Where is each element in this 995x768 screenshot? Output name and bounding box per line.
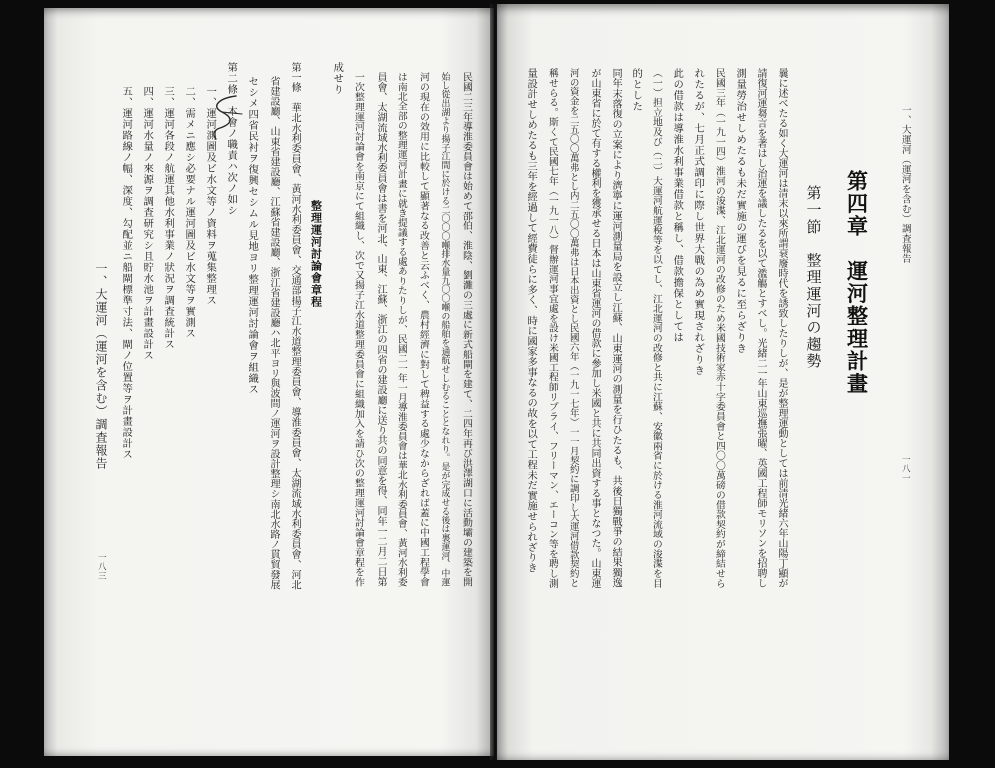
right-page bbox=[497, 4, 949, 760]
article-line: 省建設廳、山東省建設廳、江蘇省建設廳、浙江省建設廳ハ北平ヨリ與波間ノ運河ヲ設計整理シ南北水路ノ貫貿發展 bbox=[268, 76, 280, 590]
body-line: 始し從出湖より揚子江間に於ける二〇〇〇噸排水量九〇〇噸の船舶を通航せしむることとなれり。是が完成せる後は裏運河、中運 bbox=[439, 72, 450, 587]
page-number: 一八三 bbox=[96, 553, 107, 581]
body-line: 民國二三年導淮委員會は始めて邵伯、淮陰、劉灘の三處に新式船閘を建て、二四年再び洪澤湖口に活動壩の建築を開 bbox=[460, 72, 472, 587]
body-line: 河の資金を二五〇〇萬弗とし内二五〇〇萬弗は日本出資とし民國六年（一九一七年）一一月契約に調印し大運河借款契約と bbox=[567, 68, 579, 588]
article-item: 四、運河水量ノ來源ヲ調査研究シ且貯水池ヲ計畫設計ス bbox=[141, 86, 154, 361]
body-line: は南北全部の整理運河計畫に就き提議する處ありたりしが、民國二一年一月導淮委員會は華北水利委員會、黃河水利委 bbox=[395, 72, 407, 587]
body-line: 測量勞治せしめたるも未だ實施の運びを見るに至らざりき bbox=[734, 68, 747, 354]
body-line: 員會、太湖流域水利委員會は書を河北、山東、江蘇、浙江の四省の建設廳に送り共の同意を得、同年一二月二日第 bbox=[375, 72, 387, 587]
section-title: 第一節 整理運河の趨勢 bbox=[804, 185, 823, 370]
body-line: （一）担立地及び（二）大運河航運稅等を以てし、江北運河の改修と共に江蘇、安徽兩省に於ける淮河流域の浚渫を目 bbox=[650, 68, 662, 588]
regulation-title: 整理運河討論會章程 bbox=[309, 200, 323, 308]
body-line: 此の借款は導淮水利事業借款と稱し、借款擔保としては bbox=[671, 68, 684, 343]
pen-mark bbox=[202, 92, 248, 142]
chapter-title: 第四章 運河整理計畫 bbox=[844, 170, 870, 395]
body-line: れたるが、七月正式調印に際し世界大戰の為め實現されざりき bbox=[692, 68, 705, 376]
left-page bbox=[44, 8, 494, 756]
article-item: 三、運河各段ノ航運其他水利事業ノ狀況ヲ調査統計ス bbox=[162, 86, 175, 350]
running-head: 一、大運河（運河を含む）調査報告 bbox=[94, 262, 108, 470]
body-line: が山東省に於て有する權利を獲承せる日本は山東省運河の借款に參加し米國と共に共同出資する事となつた。山東運 bbox=[589, 68, 600, 588]
body-line: 量設計せしめたるも三年を經過して經費徒らに多く、時に國家多事なるの故を以て工程未だ實施せられざりき bbox=[525, 68, 538, 573]
body-line: 曩に述べたる如く大運河は清末以來所謂衰廢時代を誘致したりしが、是が整理運動としては前清光緒六年山陽丁顯が bbox=[776, 68, 787, 588]
body-line: 民國三年（一九一四）淮河の浚渫、江北運河の改修のため米國技術家赤十字委員會と四〇〇萬磅の借款契約が締結せら bbox=[713, 68, 725, 588]
page-number: 一八一 bbox=[900, 455, 911, 483]
body-line: 的とした bbox=[630, 68, 643, 112]
article-line: セシメ四省民衬ヲ復興セシムル見地ヨリ整理運河討論會ヲ組織ス bbox=[246, 76, 259, 395]
body-line: 一次整理運河討論會を南京にて組織し、次で又揚子江水道整理委員會に組織加入を請ひ次の整理運河討論會章程を作 bbox=[352, 72, 364, 587]
body-line: 稱せらる。斯くて民國七年（一九一八）督辦運河事宜處を設け米國工程師リプライ、フリーマン、エーコン等を聘し測 bbox=[546, 68, 558, 588]
article-item: 二、需メニ應シ必要ナル運河圖及ビ水文等ヲ實測ス bbox=[183, 86, 196, 339]
article-item: 一、運河測圖及ビ水文等ノ資料ヲ蒐集整理ス bbox=[204, 86, 217, 306]
body-line: 成せり bbox=[331, 62, 344, 95]
body-line: 同年末落復の立案により濟寧に運河測量局を設立し江蘇、山東運河の測量を行ひたるも、共後日獨戰爭の結果獨逸 bbox=[610, 68, 622, 588]
body-line: 河の現在の效用に比較して顯著なる改善と云ふべく、農村經濟に對して稗益する處少なからざれば蓋に中國工程學會 bbox=[417, 72, 429, 587]
article-line: 第一條 華北水利委員會、黃河水利委員會、交通部揚子江水道整理委員會、導淮委員會、太湖流域水利委員會、河北 bbox=[289, 62, 301, 590]
running-head: 一、大運河（運河を含む）調査報告 bbox=[899, 105, 911, 264]
body-line: 請復河運芻言を著はし治運を議したるを以て濫觴とすべし。光緒二一年山東巡撫張曜、英國工程師モリソンを招聘し bbox=[755, 68, 766, 588]
article-item: 五、運河路線ノ幅、深度、勾配並ニ船閘標準寸法、閘ノ位置等ヲ計畫設計ス bbox=[120, 86, 133, 460]
article-line: 第二條 本會ノ職責ハ次ノ如シ bbox=[225, 62, 238, 216]
